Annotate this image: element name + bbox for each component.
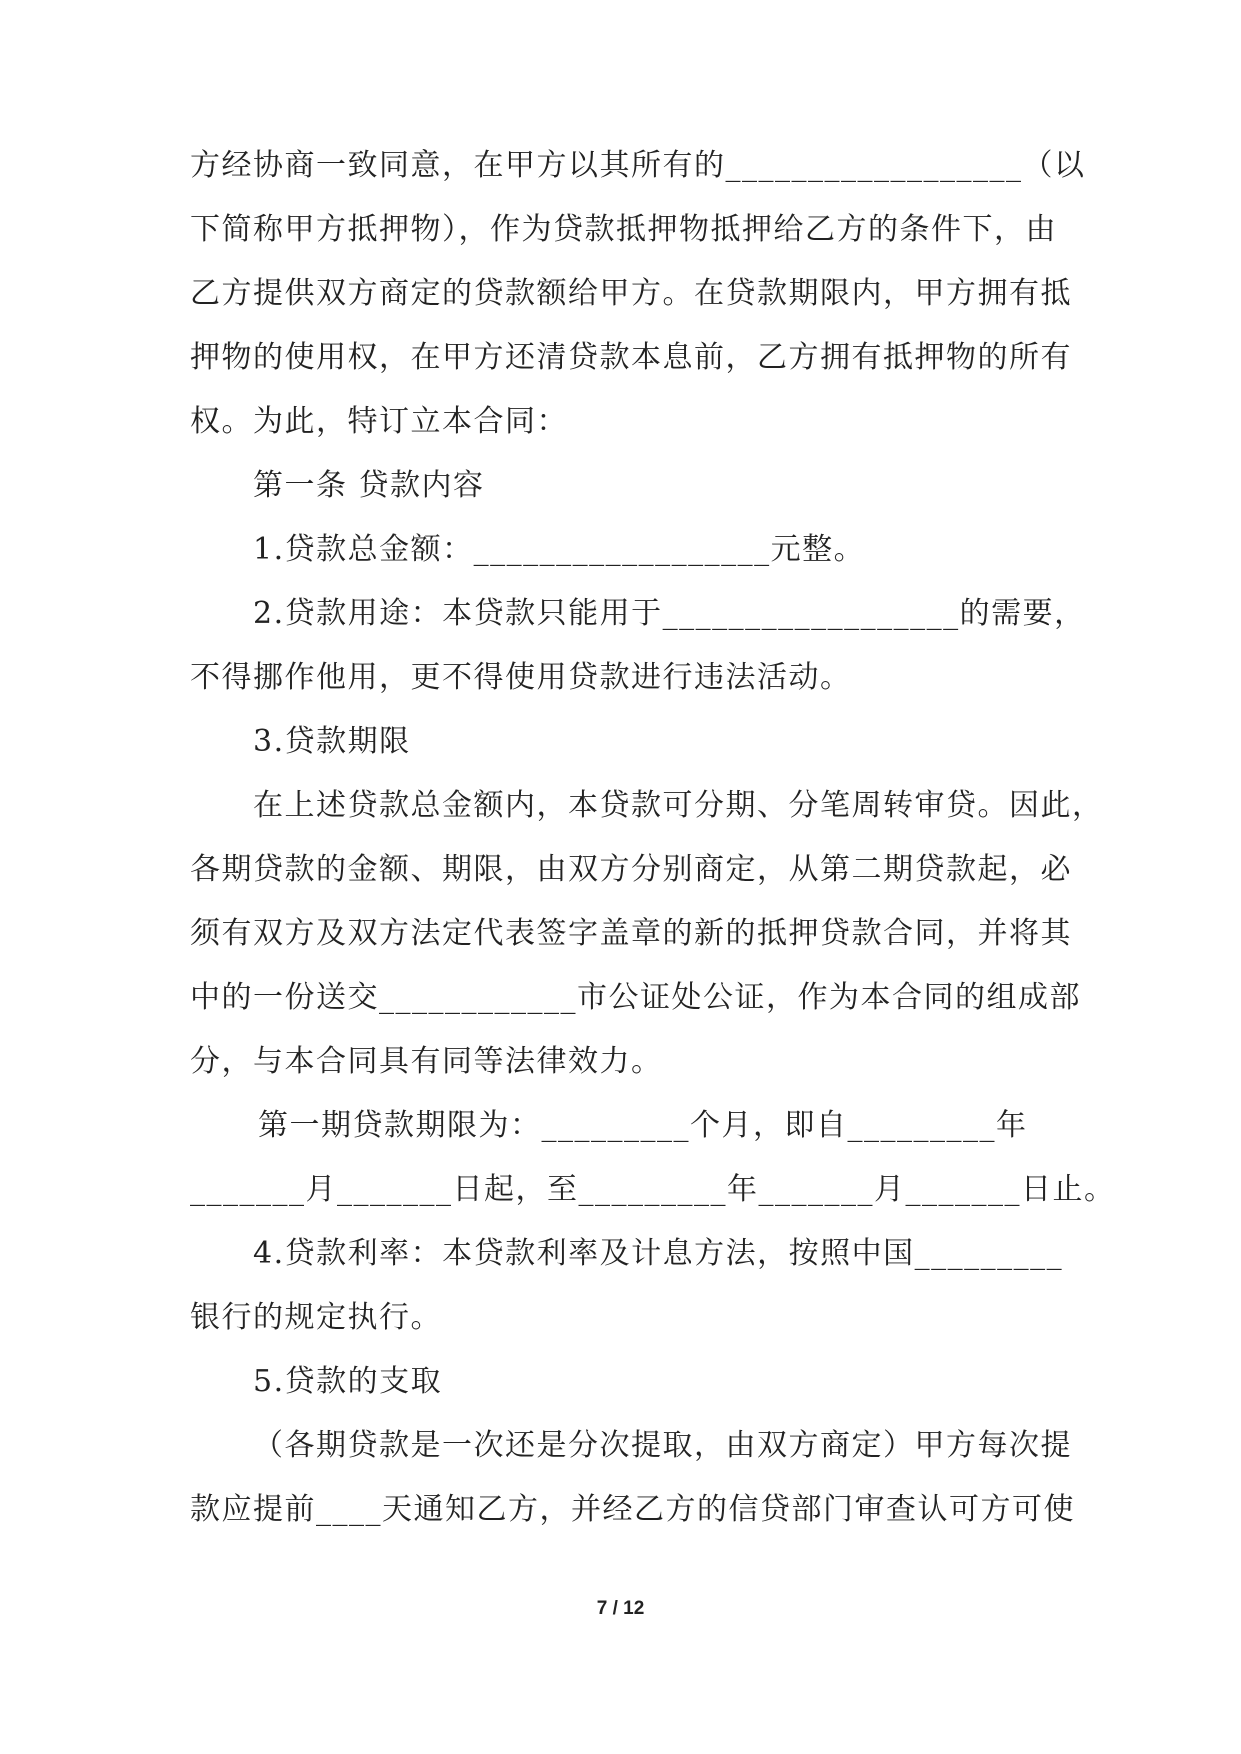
paragraph-line: 银行的规定执行。 — [190, 1300, 442, 1335]
clause-item: 1.贷款总金额：__________________元整。 — [253, 532, 866, 567]
paragraph-line: 须有双方及双方法定代表签字盖章的新的抵押贷款合同，并将其 — [190, 916, 1072, 951]
paragraph-line: 第一期贷款期限为：_________个月，即自_________年 — [258, 1108, 1028, 1143]
paragraph-line: （各期贷款是一次还是分次提取，由双方商定）甲方每次提 — [253, 1428, 1072, 1463]
clause-item: 2.贷款用途：本贷款只能用于__________________的需要， — [253, 596, 1086, 631]
paragraph-line: 权。为此，特订立本合同： — [190, 404, 568, 439]
section-heading: 第一条 贷款内容 — [253, 468, 485, 503]
paragraph-line: 分，与本合同具有同等法律效力。 — [190, 1044, 663, 1079]
paragraph-line: 在上述贷款总金额内，本贷款可分期、分笔周转审贷。因此， — [253, 788, 1104, 823]
paragraph-line: _______月_______日起，至_________年_______月_______日止。 — [190, 1172, 1116, 1207]
clause-item: 4.贷款利率：本贷款利率及计息方法，按照中国_________ — [253, 1236, 1064, 1271]
page-number: 7 / 12 — [596, 1598, 645, 1619]
paragraph-line: 下简称甲方抵押物），作为贷款抵押物抵押给乙方的条件下，由 — [190, 212, 1057, 247]
paragraph-line: 乙方提供双方商定的贷款额给甲方。在贷款期限内，甲方拥有抵 — [190, 276, 1072, 311]
paragraph-line: 方经协商一致同意，在甲方以其所有的__________________（以 — [190, 148, 1086, 183]
paragraph-line: 款应提前____天通知乙方，并经乙方的信贷部门审查认可方可使 — [190, 1492, 1075, 1527]
paragraph-line: 各期贷款的金额、期限，由双方分别商定，从第二期贷款起，必 — [190, 852, 1072, 887]
paragraph-line: 中的一份送交____________市公证处公证，作为本合同的组成部 — [190, 980, 1081, 1015]
paragraph-line: 押物的使用权，在甲方还清贷款本息前，乙方拥有抵押物的所有 — [190, 340, 1072, 375]
clause-item: 5.贷款的支取 — [253, 1364, 443, 1399]
clause-item: 3.贷款期限 — [253, 724, 411, 759]
paragraph-line: 不得挪作他用，更不得使用贷款进行违法活动。 — [190, 660, 852, 695]
